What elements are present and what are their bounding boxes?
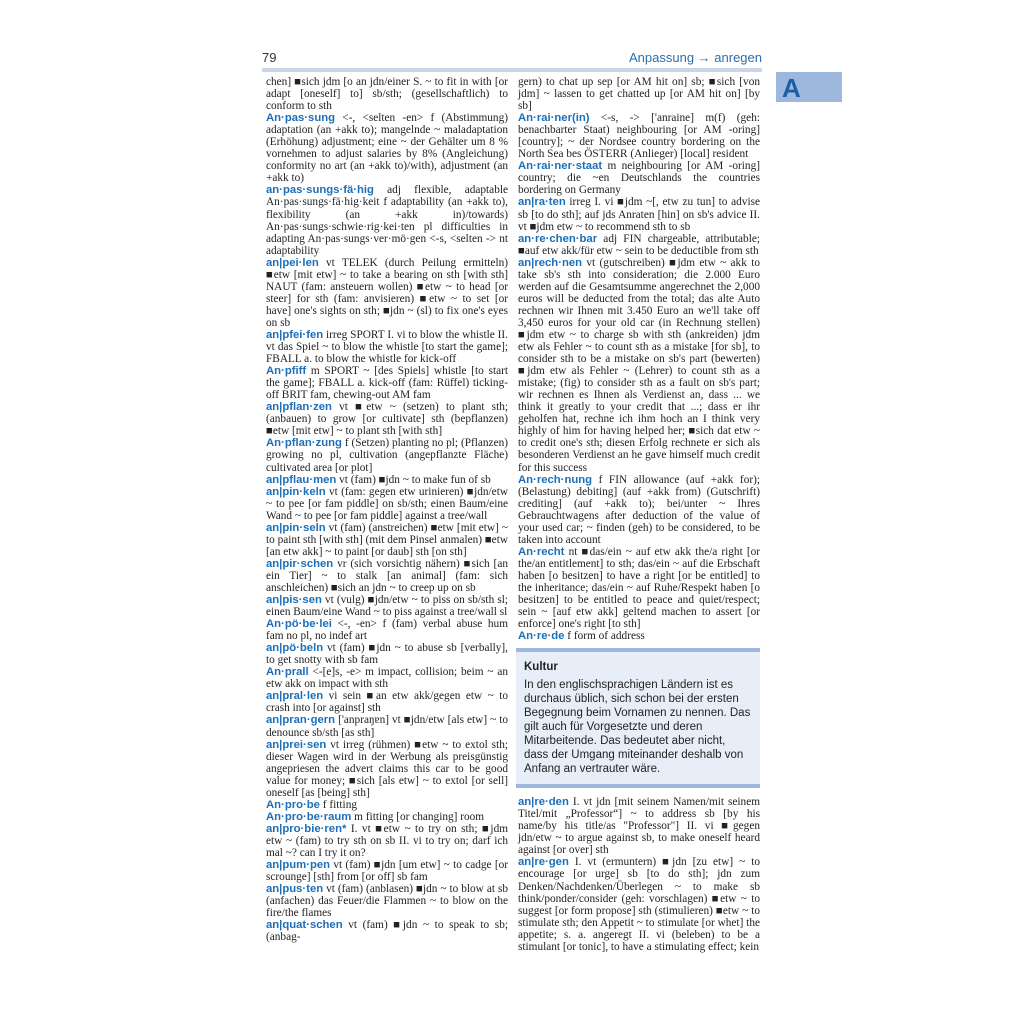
entry-text: vt (gutschreiben) ■jdm etw ~ akk to take sb's sth into consideration; die 2.000 Euro werden auf die Gesamtsumme angerechnet the 2,000 euros will be deducted from the total; das alte Auto rechnen wir Ihnen mit 3.450 Euro an we'll take off 3,450 euros for your old car (in Rechnung stellen) ■jdm etw ~ to charge sb with sth (ankreiden) jdm etw als Fehler ~ to count sth as a mistake [for sb], to consider sth to be a mistake on sb's part (bewerten) ■jdm etw als Fehler ~ (Lehrer) to count sth as a mistake; (fig) to consider sth as a fault on sb's part; wir rechnen es Ihnen als Verdienst an, dass ... we think it greatly to your credit that ...; dass er ihr geholfen hat, rechne ich ihm hoch an I think very highly of him for having helped her; ■sich dat etw ~ to credit one's sth; diesen Erfolg rechnete er sich als besonderen Verdienst an he gave himself much credit for this success [518, 256, 760, 474]
header-rule [262, 68, 762, 72]
culture-box [516, 648, 760, 788]
entry-text: adj FIN chargeable, attributable; ■auf etw akk/für etw ~ sein to be deductible from sth [518, 232, 760, 257]
dictionary-entry [266, 76, 508, 112]
headword: an|pfei·fen [266, 328, 324, 341]
dictionary-entry [518, 76, 760, 112]
dictionary-entry [518, 196, 760, 232]
headword: an|pro·bie·ren* [266, 822, 347, 835]
headword: An·pro·be·raum [266, 810, 352, 823]
entry-text: ['anpraŋɐn] vt ■jdn/etw [als etw] ~ to denounce sb/sth [as sth] [266, 714, 508, 739]
entry-text: vt (fam) ■jdn ~ to make fun of sb [336, 473, 491, 486]
entry-text: vi sein ■an etw akk/gegen etw ~ to crash into [or against] sth [266, 690, 508, 715]
entry-text: <-s, -> ['anraine] m(f) (geh: benachbarter Staat) neighbouring [or AM -oring] [country]; ~ der Nordsee country bordering on the North Sea bes ÖSTERR (Anlieger) [local] resident [518, 112, 760, 161]
entry-text: I. vt (ermuntern) ■jdn [zu etw] ~ to encourage [or urge] sb [to do sth]; jdn zum Denken/Nachdenken/Überlegen ~ to make sb think/ponder/consider (geh: vorschlagen) ■etw ~ to suggest [or form propose] sth (stimulieren) ■etw ~ to stimulate sth; den Appetit ~ to stimulate [or whet] the appetite; s. a. angeregt II. vi (beleben) to be a stimulant [or tonic], to have a stimulating effect; kein [518, 856, 760, 953]
entry-text: vt (fam) (anstreichen) ■etw [mit etw] ~ to paint sth [with sth] (mit dem Pinsel anmalen) ■etw [an etw akk] ~ to paint [or daub] sth [on sth] [266, 521, 508, 558]
dictionary-entry [266, 112, 508, 184]
dictionary-entry [266, 618, 508, 642]
entry-text: f form of address [564, 630, 645, 643]
entry-text: adj flexible, adaptable An·pas·sungs·fä·hig·keit f adaptability (an +akk to), flexibility (an +akk in)/towards) An·pas·sungs·schwie·rig·kei·ten pl difficulties in adapting An·pas·sungs·ver·mö·gen <-s, <selten -> nt adaptability [266, 184, 508, 257]
entry-text: I. vt jdn [mit seinem Namen/mit seinem Titel/mit „Professor“] ~ to address sb [by his name/by his title/as "Professor"] II. vi ■gegen jdn/etw ~ to argue against sb, to make oneself heard against [or over] sth [518, 796, 760, 857]
headword: An·rai·ner·staat [518, 160, 603, 173]
dictionary-entry [266, 522, 508, 558]
headword: an|pin·keln [266, 485, 326, 498]
headword: an|pum·pen [266, 859, 331, 872]
dictionary-entry [518, 856, 760, 952]
dictionary-entry [266, 486, 508, 522]
running-head: Anpassung → anregen [629, 50, 762, 65]
entry-text: vt irreg (rühmen) ■etw ~ to extol sth; dieser Wagen wird in der Werbung als preisgünstig angepriesen the advert claims this car to be good value for money; ■sich [als etw] ~ to extol [or sell] oneself [as [being] sth] [266, 738, 508, 799]
dictionary-entry [266, 919, 508, 943]
entry-text: gern) to chat up sep [or AM hit on] sb; ■sich [von jdm] ~ lassen to get chatted up [or AM hit on] [by sb] [518, 76, 760, 113]
dictionary-entry [266, 401, 508, 437]
thumb-letter: A [782, 73, 801, 103]
dictionary-entry [518, 630, 760, 642]
headword: an|re·den [518, 796, 569, 809]
dictionary-entry [266, 558, 508, 594]
dictionary-entry [518, 160, 760, 196]
headword: An·re·de [518, 630, 565, 643]
dictionary-entry [266, 594, 508, 618]
headword: an|pflan·zen [266, 401, 332, 414]
thumb-index-tab [776, 72, 842, 102]
dictionary-entry [266, 329, 508, 365]
entry-text: I. vt ■etw ~ to try on sth; ■jdm etw ~ (fam) to try sth on sb II. vi to try on; darf ich mal ~? can I try it on? [266, 822, 508, 859]
dictionary-entry [266, 859, 508, 883]
headword: an|pus·ten [266, 883, 324, 896]
entry-text: vt (fam) (anblasen) ■jdn ~ to blow at sb (anfachen) das Feuer/die Flammen ~ to blow on the fire/the flames [266, 883, 508, 920]
headword: an|prei·sen [266, 738, 327, 751]
headword: An·recht [518, 545, 565, 558]
entry-text: nt ■das/ein ~ auf etw akk the/a right [or the/an entitlement] to sth; das/ein ~ auf die Erbschaft haben [o besitzen] to have a right [or be entitled] to the inheritance; das/ein ~ auf Ruhe/Respekt haben [o besitzen] to be entitled to peace and quiet/respect; sein ~ [auf etw akk] geltend machen to assert [or enforce] one's right [to sth] [518, 545, 760, 631]
entry-text: vt (fam) ■jdn ~ to speak to sb; (anbag- [266, 919, 508, 944]
culture-box-title: Kultur [524, 661, 558, 674]
entry-text: m fitting [or changing] room [351, 810, 485, 823]
entry-text: m SPORT ~ [des Spiels] whistle [to start the game]; FBALL a. kick-off (fam: Rüffel) ticking-off BRIT fam, chewing-out AM fam [266, 365, 508, 402]
dictionary-entry [266, 714, 508, 738]
dictionary-entry [518, 233, 760, 257]
entry-text: irreg SPORT I. vi to blow the whistle II. vt das Spiel ~ to blow the whistle [to start the game]; FBALL a. to blow the whistle for kick-off [266, 328, 508, 366]
headword: an·pas·sungs·fä·hig [266, 184, 374, 197]
headword: an|rech·nen [518, 256, 583, 269]
headword: an|re·gen [518, 856, 569, 869]
entry-text: <-, -en> f (fam) verbal abuse hum fam no pl, no indef art [266, 618, 508, 643]
dictionary-entry [518, 796, 760, 856]
entry-text: f fitting [319, 798, 357, 811]
entry-text: <-, <selten -en> f (Abstimmung) adaptation (an +akk to); mangelnde ~ maladaptation (Erhöhung) adjustment; eine ~ der Gehälter um 8 % vornehmen to adjust salaries by 8% (Angleichung) conformity no art (an +akk to)/with), adjustment (an +akk to) [266, 112, 508, 185]
dictionary-entry [266, 690, 508, 714]
entry-text: irreg I. vi ■jdm ~[, etw zu tun] to advise sb [to do sth]; auf jds Anraten [hin] on sb's advice II. vt ■jdm etw ~ to recommend sth to sb [518, 196, 760, 233]
entry-text: f FIN allowance (auf +akk for); (Belastung) debiting] (auf +akk from) (Gutschrift) crediting] (auf +akk to); bei/unter ~ Ihres Gebrauchtwagens after deduction of the value of your used car; ~ finden (geh) to be considered, to be taken into account [518, 473, 760, 546]
entry-text: vt (vulg) ■jdn/etw ~ to piss on sb/sth sl; einen Baum/eine Wand ~ to piss against a tree/wall sl [266, 594, 508, 619]
headword: An·pfiff [266, 365, 307, 378]
headword: An·pflan·zung [266, 437, 342, 450]
headword: an|pin·seln [266, 521, 326, 534]
entry-text: <-[e]s, -e> m impact, collision; beim ~ an etw akk on impact with sth [266, 666, 508, 691]
headword: an|ra·ten [518, 196, 566, 209]
right-column [518, 76, 760, 953]
dictionary-entry [266, 184, 508, 256]
headword: an|pis·sen [266, 594, 322, 607]
headword: an|pö·beln [266, 642, 324, 655]
dictionary-entry [266, 799, 508, 811]
left-column [266, 76, 508, 943]
dictionary-entry [266, 474, 508, 486]
page-header [262, 50, 762, 66]
dictionary-entry [266, 365, 508, 401]
headword: an|pei·len [266, 256, 319, 269]
headword: An·rai·ner(in) [518, 112, 590, 125]
culture-box-body: In den englischsprachigen Ländern ist es durchaus üblich, sich schon bei der ersten Begegnung beim Vornamen zu nennen. Das gilt auch für Vorgesetzte und deren Mitarbeitende. Das bedeutet aber nicht, dass der Umgang miteinander deshalb von Anfang an vertrauter wäre. [524, 679, 751, 776]
entry-text: vt TELEK (durch Peilung ermitteln) ■etw [mit etw] ~ to take a bearing on sth [with sth] NAUT (fam: ansteuern wollen) ■etw ~ to head [or steer] for sth (fam: anvisieren) ■etw ~ to set [or have] one's sights on sth; ■jdn ~ (sl) to fix one's eyes on sb [266, 256, 508, 329]
dictionary-entry [518, 474, 760, 546]
dictionary-entry [266, 437, 508, 473]
headword: an·re·chen·bar [518, 232, 598, 245]
headword: an|pflau·men [266, 473, 337, 486]
dictionary-entry [518, 257, 760, 474]
headword: an|pir·schen [266, 557, 334, 570]
page-number: 79 [262, 50, 277, 65]
entry-text: vr (sich vorsichtig nähern) ■sich [an ein Tier] ~ to stalk [an animal] (fam: sich anschleichen) ■sich an jdn ~ to creep up on sb [266, 557, 508, 594]
headword: An·pro·be [266, 798, 320, 811]
entry-text: f (Setzen) planting no pl; (Pflanzen) growing no pl, cultivation (angepflanzte Fläche) cultivated area [or plot] [266, 437, 508, 474]
dictionary-entry [518, 112, 760, 160]
headword: An·rech·nung [518, 473, 593, 486]
dictionary-entry [266, 739, 508, 799]
headword: an|pran·gern [266, 714, 336, 727]
entry-text: vt (fam: gegen etw urinieren) ■jdn/etw ~ to pee [or fam piddle] on sb/sth; einen Baum/eine Wand ~ to pee [or fam piddle] against a tree/wall [266, 485, 508, 522]
headword: An·prall [266, 666, 309, 679]
entry-text: m neighbouring [or AM -oring] country; die ~en Deutschlands the countries bordering on Germany [518, 160, 760, 197]
dictionary-entry [518, 546, 760, 630]
dictionary-entry [266, 823, 508, 859]
headword: an|quat·schen [266, 919, 343, 932]
dictionary-entry [266, 883, 508, 919]
entry-text: vt (fam) ■jdn [um etw] ~ to cadge [or scrounge] [sth] from [or off] sb fam [266, 859, 508, 884]
entry-text: chen] ■sich jdm [o an jdn/einer S. ~ to fit in with [or adapt [oneself] to] sb/sth; (gesellschaftlich) to conform to sth [266, 76, 508, 113]
dictionary-entry [266, 257, 508, 329]
entry-text: vt (fam) ■jdn ~ to abuse sb [verbally], to get snotty with sb fam [266, 642, 508, 667]
headword: an|pral·len [266, 690, 324, 703]
entry-text: vt ■etw ~ (setzen) to plant sth; (anbauen) to grow [or cultivate] sth (bepflanzen) ■etw [mit etw] ~ to plant sth [with sth] [266, 401, 508, 438]
headword: An·pas·sung [266, 112, 336, 125]
dictionary-entry [266, 811, 508, 823]
dictionary-entry [266, 642, 508, 666]
dictionary-entry [266, 666, 508, 690]
headword: An·pö·be·lei [266, 618, 332, 631]
right-column-top [518, 76, 760, 642]
right-column-bottom [518, 796, 760, 953]
